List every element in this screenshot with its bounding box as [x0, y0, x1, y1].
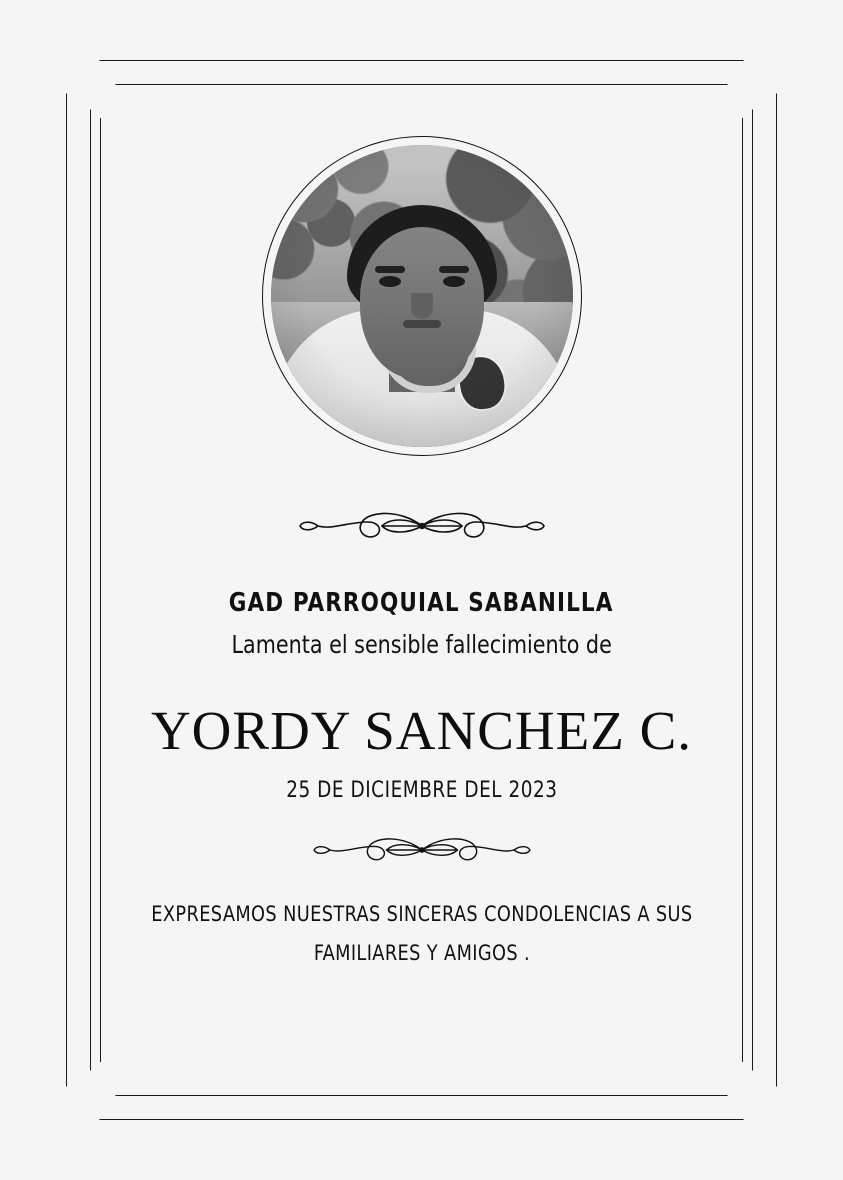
- card-content: [110, 120, 733, 1070]
- lament-line: Lamenta el sensible fallecimiento de: [231, 630, 612, 659]
- condolence-message: [151, 895, 692, 973]
- portrait-photo: [271, 145, 573, 447]
- photo-vignette: [271, 145, 573, 447]
- condolence-line-2: FAMILIARES Y AMIGOS .: [313, 940, 530, 965]
- right-accent-rule: [742, 118, 743, 1062]
- flourish-divider-icon: [262, 500, 582, 552]
- deceased-name: YORDY SANCHEZ C.: [150, 700, 693, 761]
- date-of-passing: 25 DE DICIEMBRE DEL 2023: [285, 778, 558, 803]
- portrait-frame: [262, 136, 582, 456]
- left-accent-rule: [100, 118, 101, 1062]
- organization-name: GAD PARROQUIAL SABANILLA: [229, 588, 614, 618]
- condolence-line-1: EXPRESAMOS NUESTRAS SINCERAS CONDOLENCIAS A SUS: [150, 902, 693, 926]
- flourish-divider-icon-bottom: [262, 827, 582, 873]
